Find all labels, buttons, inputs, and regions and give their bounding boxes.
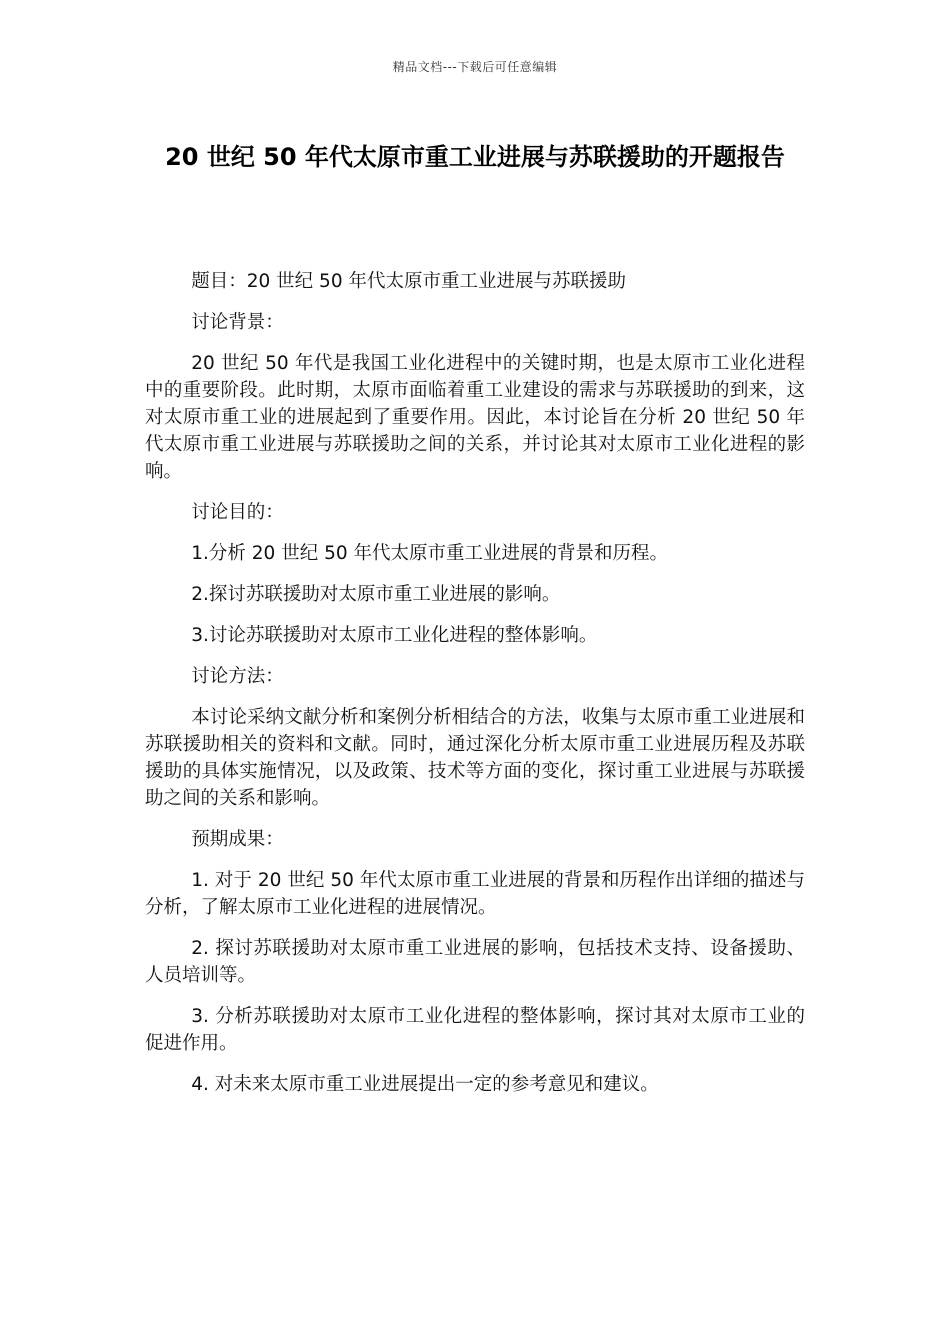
purpose-item-1: 1.分析 20 世纪 50 年代太原市重工业进展的背景和历程。 xyxy=(191,543,669,564)
document-title: 20 世纪 50 年代太原市重工业进展与苏联援助的开题报告 xyxy=(165,143,785,171)
topic-line: 题目：20 世纪 50 年代太原市重工业进展与苏联援助 xyxy=(191,271,626,292)
section-heading-method: 讨论方法： xyxy=(191,666,284,687)
method-paragraph: 本讨论采纳文献分析和案例分析相结合的方法，收集与太原市重工业进展和苏联援助相关的资料和文献。同时，通过深化分析太原市重工业进展历程及苏联援助的具体实施情况，以及政策、技术等方面的变化，探讨重工业进展与苏联援助之间的关系和影响。 xyxy=(145,707,805,809)
outcome-item-4: 4. 对未来太原市重工业进展提出一定的参考意见和建议。 xyxy=(191,1074,659,1095)
purpose-item-3: 3.讨论苏联援助对太原市工业化进程的整体影响。 xyxy=(191,625,598,646)
header-note: 精品文档---下载后可任意编辑 xyxy=(392,60,558,74)
outcome-item-2: 2. 探讨苏联援助对太原市重工业进展的影响，包括技术支持、设备援助、人员培训等。 xyxy=(145,938,805,986)
outcome-item-1: 1. 对于 20 世纪 50 年代太原市重工业进展的背景和历程作出详细的描述与分析，了解太原市工业化进程的进展情况。 xyxy=(145,870,805,918)
section-heading-purpose: 讨论目的： xyxy=(191,502,284,523)
section-heading-background: 讨论背景： xyxy=(191,312,284,333)
background-paragraph: 20 世纪 50 年代是我国工业化进程中的关键时期，也是太原市工业化进程中的重要阶段。此时期，太原市面临着重工业建设的需求与苏联援助的到来，这对太原市重工业的进展起到了重要作用。因此，本讨论旨在分析 20 世纪 50 年代太原市重工业进展与苏联援助之间的关系，并讨论其对太原市工业化进程的影响。 xyxy=(145,353,805,482)
outcome-item-3: 3. 分析苏联援助对太原市工业化进程的整体影响，探讨其对太原市工业的促进作用。 xyxy=(145,1006,805,1054)
purpose-item-2: 2.探讨苏联援助对太原市重工业进展的影响。 xyxy=(191,584,561,605)
section-heading-outcomes: 预期成果： xyxy=(191,829,284,850)
document-body xyxy=(145,268,805,1112)
